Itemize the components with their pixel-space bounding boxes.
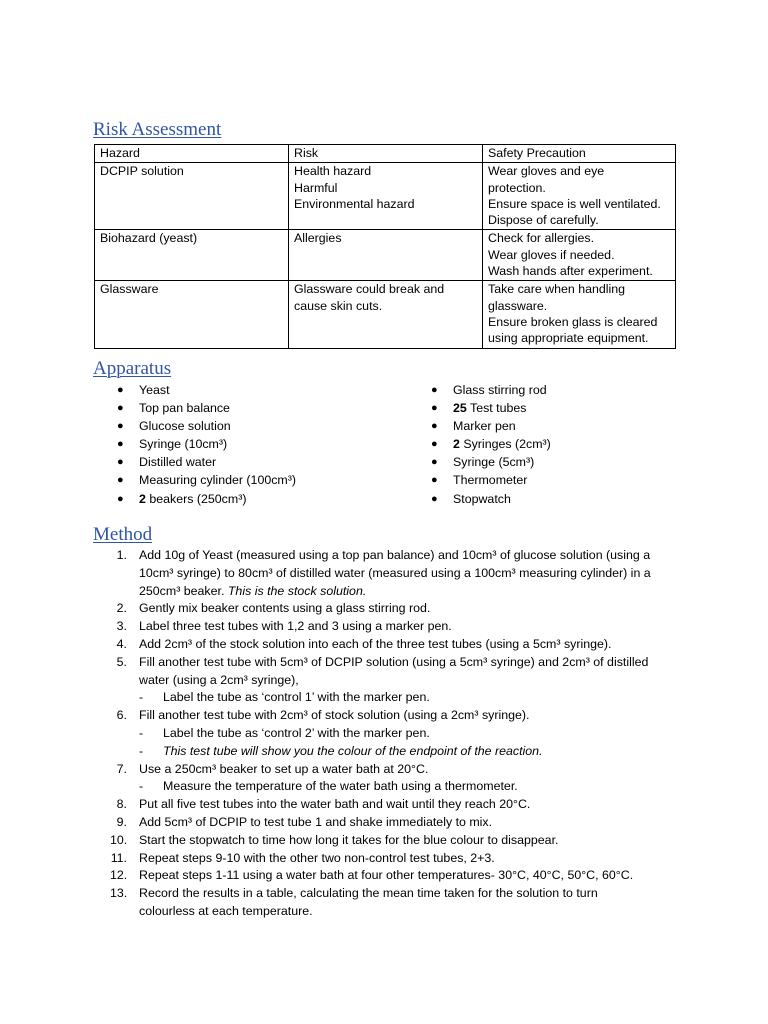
step-number: 12. [110, 868, 128, 883]
bullet-icon: ● [117, 438, 124, 451]
precaution-line: glassware. [488, 298, 548, 313]
apparatus-item [117, 453, 296, 471]
step-text [139, 707, 680, 725]
step-text [139, 850, 680, 868]
apparatus-label: Syringe (5cm³) [453, 455, 535, 470]
precaution-line: using appropriate equipment. [488, 331, 649, 346]
sub-step-text: Label the tube as ‘control 2’ with the marker pen. [163, 725, 430, 740]
step-text [139, 761, 680, 779]
dash-icon: - [139, 690, 144, 705]
hazard-cell: DCPIP solution [95, 163, 289, 230]
apparatus-quantity: 2 [453, 437, 460, 452]
bullet-icon: ● [431, 402, 438, 415]
apparatus-label: Distilled water [139, 455, 217, 470]
bullet-icon: ● [431, 474, 438, 487]
sub-step-text: Label the tube as ‘control 1’ with the marker pen. [163, 690, 430, 705]
method-step [110, 600, 680, 618]
step-number: 8. [116, 797, 127, 812]
method-heading: Method [93, 524, 153, 545]
apparatus-label: Top pan balance [139, 401, 230, 416]
apparatus-item [431, 453, 551, 471]
hazard-cell: Biohazard (yeast) [95, 230, 289, 281]
bullet-icon: ● [117, 420, 124, 433]
method-step [110, 832, 680, 850]
precaution-cell [483, 163, 676, 230]
bullet-icon: ● [431, 456, 438, 469]
dash-icon: - [139, 743, 144, 758]
method-step [110, 636, 680, 654]
apparatus-label: Measuring cylinder (100cm³) [139, 473, 297, 488]
sub-step [139, 778, 680, 796]
table-row [95, 163, 676, 230]
bullet-icon: ● [431, 438, 438, 451]
step-number: 3. [116, 619, 127, 634]
method-step [110, 654, 680, 707]
precaution-line: protection. [488, 180, 546, 195]
step-text [139, 636, 680, 654]
apparatus-label: Stopwatch [453, 491, 511, 506]
step-text [139, 618, 680, 636]
step-number: 5. [116, 654, 127, 669]
precaution-line: Wash hands after experiment. [488, 264, 653, 279]
apparatus-list-right [431, 381, 551, 508]
dash-icon: - [139, 725, 144, 740]
step-line: Add 5cm³ of DCPIP to test tube 1 and shake immediately to mix. [139, 814, 493, 829]
step-text [139, 814, 680, 832]
table-row [95, 230, 676, 281]
sub-step [139, 743, 680, 761]
step-line: Fill another test tube with 2cm³ of stock solution (using a 2cm³ syringe). [139, 708, 530, 723]
method-step [110, 867, 680, 885]
bullet-icon: ● [431, 384, 438, 396]
step-line: 250cm³ beaker. [139, 583, 228, 598]
apparatus-item [431, 399, 551, 417]
apparatus-label: Marker pen [453, 419, 516, 434]
bullet-icon: ● [431, 420, 438, 433]
step-line: Label three test tubes with 1,2 and 3 using a marker pen. [139, 619, 452, 634]
precaution-line: Wear gloves and eye [488, 164, 605, 179]
precaution-line: Check for allergies. [488, 231, 595, 246]
step-number: 13. [110, 886, 128, 901]
step-text [139, 885, 680, 921]
apparatus-item [117, 381, 296, 399]
precaution-line: Wear gloves if needed. [488, 247, 615, 262]
apparatus-label: Test tubes [466, 401, 527, 416]
step-number: 2. [116, 601, 127, 616]
header-risk: Risk [289, 145, 483, 163]
risk-cell [289, 281, 483, 348]
risk-line: Allergies [294, 231, 342, 246]
apparatus-label: Syringes (2cm³) [459, 437, 551, 452]
apparatus-item [117, 471, 296, 489]
apparatus-item [431, 435, 551, 453]
step-text [139, 796, 680, 814]
step-number: 9. [116, 814, 127, 829]
step-italic-note: This is the stock solution. [227, 583, 367, 598]
risk-line: Harmful [294, 180, 338, 195]
apparatus-heading: Apparatus [93, 358, 172, 379]
step-line: Put all five test tubes into the water bath and wait until they reach 20°C. [139, 797, 531, 812]
precaution-line: Dispose of carefully. [488, 213, 599, 228]
hazard-cell: Glassware [95, 281, 289, 348]
step-line: Repeat steps 9-10 with the other two non-control test tubes, 2+3. [139, 850, 495, 865]
table-row [95, 281, 676, 348]
header-hazard: Hazard [95, 145, 289, 163]
step-text [139, 867, 680, 885]
apparatus-quantity: 2 [139, 491, 146, 506]
method-step [110, 761, 680, 797]
risk-line: Glassware could break and [294, 282, 445, 297]
step-line: Add 2cm³ of the stock solution into each of the three test tubes (using a 5cm³ syringe). [139, 636, 612, 651]
apparatus-item [117, 399, 296, 417]
apparatus-label: Yeast [139, 383, 170, 397]
risk-assessment-table [94, 144, 676, 349]
precaution-line: Take care when handling [488, 282, 626, 297]
bullet-icon: ● [117, 456, 124, 469]
step-text [139, 832, 680, 850]
step-line: Repeat steps 1-11 using a water bath at four other temperatures- 30°C, 40°C, 50°C, 60°C. [139, 868, 634, 883]
risk-line: cause skin cuts. [294, 298, 383, 313]
step-line: Fill another test tube with 5cm³ of DCPIP solution (using a 5cm³ syringe) and 2cm³ of distilled [139, 654, 649, 669]
apparatus-item [117, 490, 296, 508]
method-step [110, 618, 680, 636]
apparatus-label: Glass stirring rod [453, 383, 547, 397]
method-step [110, 814, 680, 832]
apparatus-label: Glucose solution [139, 419, 231, 434]
precaution-line: Ensure broken glass is cleared [488, 314, 658, 329]
step-text [139, 600, 680, 618]
bullet-icon: ● [117, 402, 124, 415]
dash-icon: - [139, 779, 144, 794]
apparatus-list-left [117, 381, 296, 508]
step-number: 1. [116, 548, 127, 562]
apparatus-label: Thermometer [453, 473, 528, 488]
apparatus-item [431, 417, 551, 435]
risk-cell [289, 163, 483, 230]
step-number: 11. [110, 850, 127, 865]
risk-assessment-heading: Risk Assessment [93, 119, 222, 140]
method-steps-list [110, 547, 680, 921]
risk-cell [289, 230, 483, 281]
step-line: Record the results in a table, calculating the mean time taken for the solution to turn [139, 886, 598, 901]
step-line: Gently mix beaker contents using a glass stirring rod. [139, 601, 431, 616]
apparatus-item [117, 435, 296, 453]
sub-step-text: Measure the temperature of the water bath using a thermometer. [163, 779, 518, 794]
apparatus-label: Syringe (10cm³) [139, 437, 228, 452]
step-number: 7. [116, 761, 127, 776]
step-number: 10. [110, 832, 128, 847]
apparatus-item [431, 471, 551, 489]
step-number: 4. [116, 636, 127, 651]
step-number: 6. [116, 708, 127, 723]
step-text [139, 654, 680, 690]
bullet-icon: ● [117, 384, 124, 396]
step-line: Start the stopwatch to time how long it takes for the blue colour to disappear. [139, 832, 559, 847]
sub-step [139, 689, 680, 707]
method-step [110, 547, 680, 600]
bullet-icon: ● [431, 492, 438, 505]
bullet-icon: ● [117, 492, 124, 505]
risk-line: Health hazard [294, 164, 372, 179]
precaution-cell [483, 281, 676, 348]
precaution-cell [483, 230, 676, 281]
method-step [110, 850, 680, 868]
sub-step-text: This test tube will show you the colour of the endpoint of the reaction. [163, 743, 543, 758]
step-line: 10cm³ syringe) to 80cm³ of distilled water (measured using a 100cm³ measuring cylinder) in a [139, 565, 651, 580]
apparatus-label: beakers (250cm³) [145, 491, 247, 506]
method-step [110, 885, 680, 921]
sub-step [139, 725, 680, 743]
step-text [139, 547, 680, 600]
apparatus-item [431, 490, 551, 508]
bullet-icon: ● [117, 474, 124, 487]
step-line: water (using a 2cm³ syringe), [139, 672, 299, 687]
method-step [110, 796, 680, 814]
step-line: Add 10g of Yeast (measured using a top pan balance) and 10cm³ of glucose solution (using a [139, 548, 651, 562]
apparatus-item [117, 417, 296, 435]
apparatus-quantity: 25 [453, 401, 467, 416]
header-safety-precaution: Safety Precaution [483, 145, 676, 163]
risk-line: Environmental hazard [294, 196, 415, 211]
apparatus-item [431, 381, 551, 399]
table-header-row [95, 145, 676, 163]
step-line: Use a 250cm³ beaker to set up a water bath at 20°C. [139, 761, 429, 776]
method-step [110, 707, 680, 760]
precaution-line: Ensure space is well ventilated. [488, 196, 661, 211]
step-line: colourless at each temperature. [139, 903, 313, 918]
